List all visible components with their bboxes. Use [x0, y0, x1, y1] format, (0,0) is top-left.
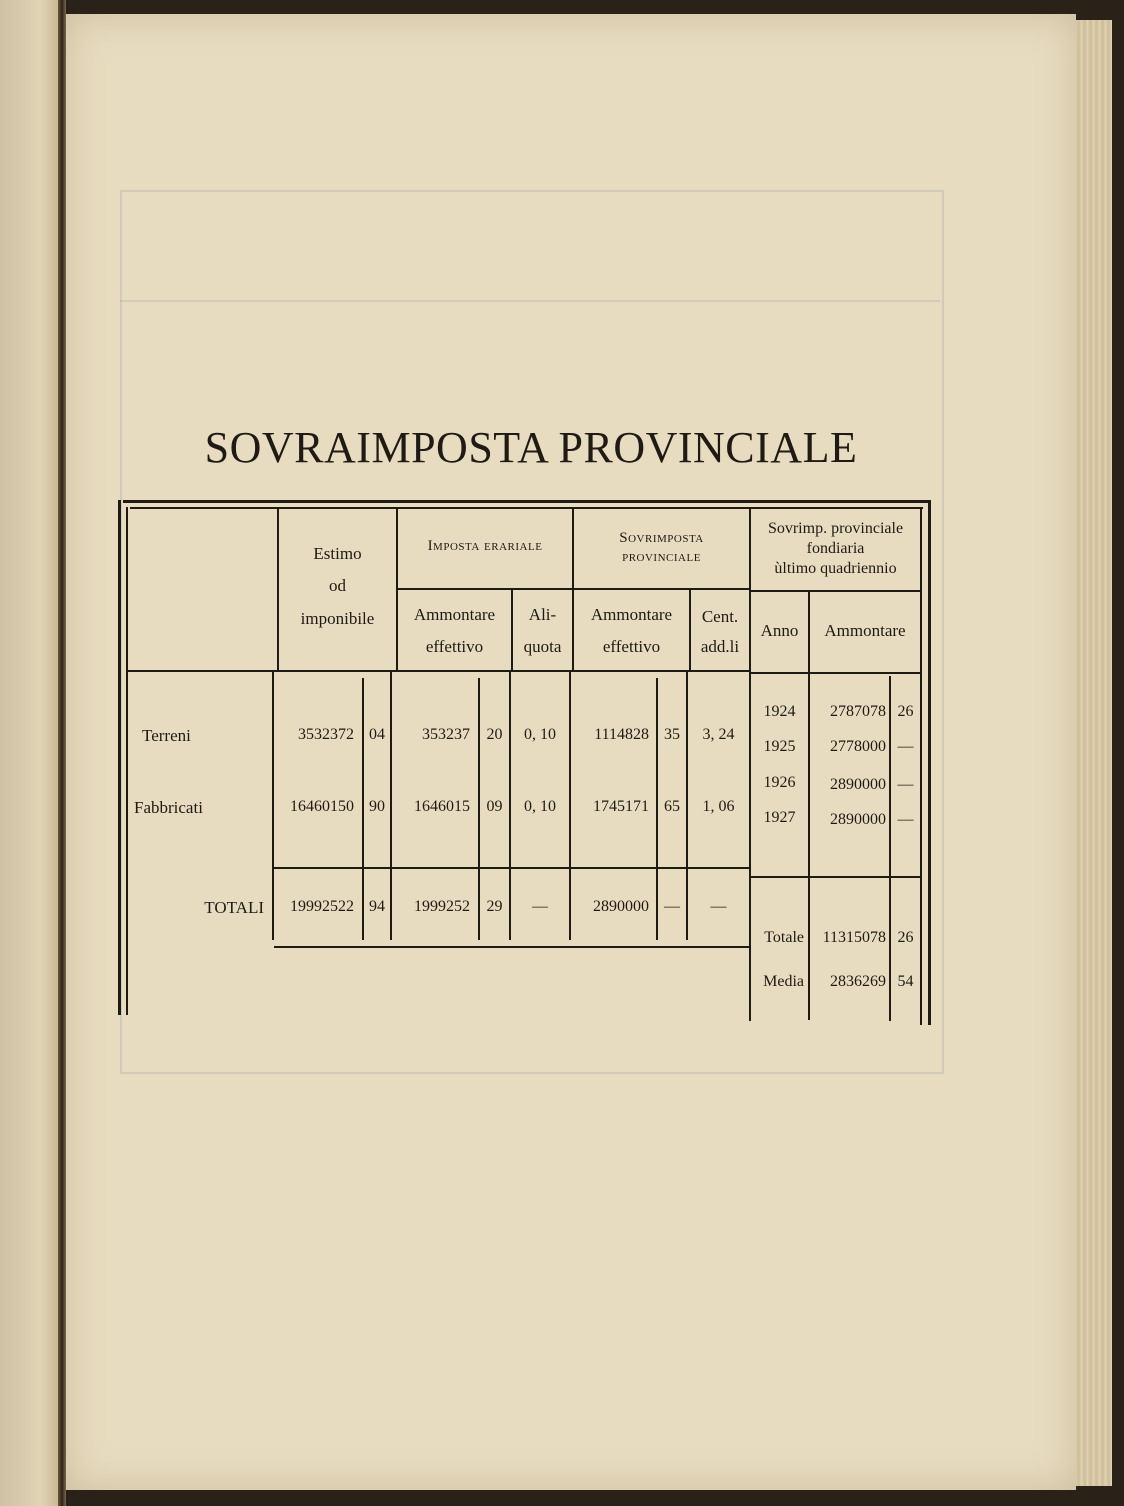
header-aliquota-1: Ali- [528, 605, 557, 624]
summary-cent: 26 [897, 929, 914, 946]
cell-imposta-cent: 20 [486, 726, 503, 743]
cell-aliquota: 0, 10 [524, 798, 556, 815]
cell-ammontare: 2787078 [830, 703, 886, 720]
header-ammontare-sovr: Ammontare [590, 605, 673, 624]
summary-ammontare: 11315078 [822, 929, 886, 946]
body-col-rule [889, 676, 891, 1021]
header-cent-2: add.li [700, 637, 740, 656]
header-bottom-rule [751, 672, 920, 674]
header-ammontare-erariale: Ammontare [413, 605, 496, 624]
cell-anno: 1925 [763, 738, 796, 755]
header-ammontare-fondiaria: Ammontare [824, 621, 906, 640]
cell-estimo-cent: 04 [369, 726, 385, 743]
years-bottom-rule [751, 876, 920, 878]
left-page [0, 0, 58, 1506]
header-effettivo-erariale: effettivo [425, 637, 484, 656]
totals-top-rule [274, 867, 749, 869]
table-right-rule [928, 500, 931, 1025]
header-sovrimposta-2: provinciale [622, 549, 701, 565]
table-left-rule-inner [126, 507, 128, 1015]
table-top-rule-inner [130, 507, 923, 509]
cell-sovr: 1745171 [593, 798, 649, 815]
summary-cent: 54 [897, 973, 914, 990]
cell-cent: 26 [897, 703, 914, 720]
page-edges [1076, 20, 1112, 1486]
header-cent-1: Cent. [701, 607, 739, 626]
header-imposta-erariale: Imposta erariale [427, 538, 543, 554]
cell-estimo-cent: 90 [369, 798, 385, 815]
cell-cent-add: — [710, 898, 727, 915]
cell-cent: — [897, 738, 914, 755]
cell-estimo-cent: 94 [369, 898, 385, 915]
header-subrule [398, 588, 749, 590]
cell-estimo: 19992522 [290, 898, 354, 915]
cell-ammontare: 2890000 [830, 776, 886, 793]
totals-bottom-rule [274, 946, 749, 948]
totals-label: TOTALI [204, 898, 264, 917]
table-left-rule [118, 500, 121, 1015]
cell-anno: 1926 [763, 774, 796, 791]
col-rule [808, 590, 810, 1020]
table-right-rule-inner [920, 507, 922, 1025]
cell-cent-add: 1, 06 [702, 798, 735, 815]
cell-sovr-cent: 35 [664, 726, 680, 743]
header-bottom-rule [128, 670, 749, 672]
cell-imposta-cent: 09 [486, 798, 503, 815]
cell-sovr: 1114828 [594, 726, 649, 743]
cell-cent: — [897, 811, 914, 828]
cell-imposta: 1646015 [414, 798, 470, 815]
cell-estimo: 3532372 [298, 726, 354, 743]
col-rule [689, 590, 691, 670]
bleed-through-rule [120, 300, 940, 302]
summary-label: Media [763, 973, 804, 990]
cell-sovr-cent: 65 [664, 798, 680, 815]
header-subrule [751, 590, 920, 592]
header-estimo-2: od [329, 576, 346, 595]
cell-anno: 1927 [763, 809, 796, 826]
cell-ammontare: 2890000 [830, 811, 886, 828]
cell-sovr-cent: — [664, 898, 680, 915]
cell-anno: 1924 [763, 703, 796, 720]
cell-estimo: 16460150 [290, 798, 354, 815]
header-estimo-3: imponibile [300, 609, 375, 628]
cell-ammontare: 2778000 [830, 738, 886, 755]
header-fondiaria-1: Sovrimp. provinciale [767, 520, 904, 537]
header-anno: Anno [760, 621, 799, 640]
summary-ammontare: 2836269 [830, 973, 886, 990]
cell-sovr: 2890000 [593, 898, 649, 915]
header-aliquota-2: quota [523, 637, 562, 656]
table-top-rule [123, 500, 930, 503]
row-label: Fabbricati [134, 798, 203, 817]
header-sovrimposta-1: Sovrimposta [619, 530, 704, 546]
cell-imposta-cent: 29 [486, 898, 503, 915]
header-effettivo-sovr: effettivo [602, 637, 661, 656]
book-spine [58, 0, 66, 1506]
cell-cent: — [897, 776, 914, 793]
row-label: Terreni [142, 726, 191, 745]
header-fondiaria-3: ùltimo quadriennio [774, 560, 897, 577]
col-rule [511, 590, 513, 670]
header-estimo-1: Estimo [313, 544, 362, 563]
cell-cent-add: 3, 24 [702, 726, 735, 743]
summary-label: Totale [764, 929, 804, 946]
cell-imposta: 1999252 [414, 898, 470, 915]
cell-aliquota: — [532, 898, 548, 915]
page-title: SOVRAIMPOSTA PROVINCIALE [204, 423, 858, 472]
cell-aliquota: 0, 10 [524, 726, 556, 743]
cell-imposta: 353237 [422, 726, 470, 743]
header-fondiaria-2: fondiaria [806, 540, 865, 557]
